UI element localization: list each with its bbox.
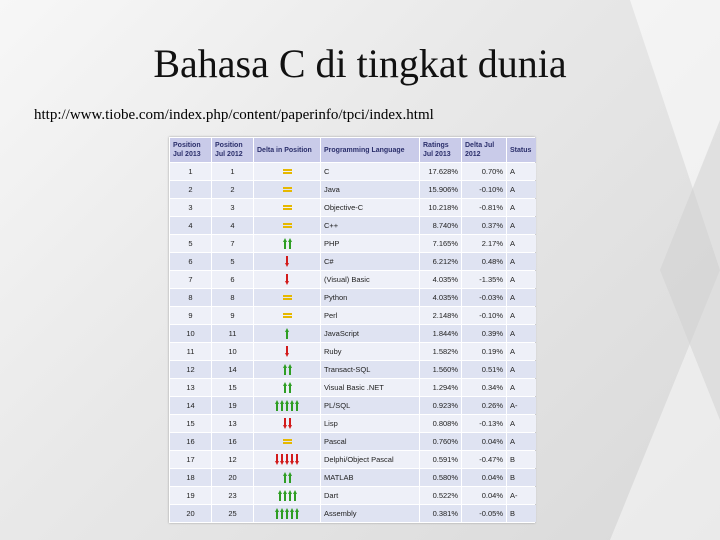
status-cell: A [507,181,536,198]
position-2013-cell: 3 [170,199,211,216]
arrow-up-icon [283,364,287,375]
arrow-down-icon [295,454,299,465]
delta-position-cell [254,235,320,252]
source-url: http://www.tiobe.com/index.php/content/paperinfo/tpci/index.html [34,107,434,123]
language-cell: C++ [321,217,419,234]
delta-position-cell [254,325,320,342]
table-row [170,217,536,234]
position-2012-cell: 7 [212,235,253,252]
position-2013-cell: 2 [170,181,211,198]
table-row [170,505,536,522]
position-2012-cell: 6 [212,271,253,288]
rating-cell: 10.218% [420,199,461,216]
position-2012-cell: 11 [212,325,253,342]
position-2013-cell: 11 [170,343,211,360]
equal-icon [283,187,292,192]
position-2013-cell: 16 [170,433,211,450]
status-cell: B [507,451,536,468]
arrow-up-icon [285,328,289,339]
arrow-up-icon [290,508,294,519]
delta-position-cell [254,289,320,306]
language-cell: Transact-SQL [321,361,419,378]
position-2013-cell: 10 [170,325,211,342]
header-position-2013: Position Jul 2013 [170,138,211,162]
delta-position-cell [254,217,320,234]
status-cell: A [507,163,536,180]
arrow-up-icon [278,490,282,501]
rating-cell: 0.760% [420,433,461,450]
status-cell: A [507,343,536,360]
position-2013-cell: 17 [170,451,211,468]
table-row [170,271,536,288]
position-2013-cell: 9 [170,307,211,324]
rating-change-cell: 0.19% [462,343,506,360]
delta-position-cell [254,451,320,468]
arrow-down-icon [283,418,287,429]
language-cell: Assembly [321,505,419,522]
status-cell: A [507,379,536,396]
language-cell: (Visual) Basic [321,271,419,288]
language-cell: C [321,163,419,180]
rating-cell: 0.381% [420,505,461,522]
table-row [170,253,536,270]
header-delta-position: Delta in Position [254,138,320,162]
rating-cell: 0.923% [420,397,461,414]
language-cell: PL/SQL [321,397,419,414]
ranking-table [169,137,537,523]
status-cell: A- [507,397,536,414]
header-delta-rating: Delta Jul 2012 [462,138,506,162]
rating-change-cell: 0.48% [462,253,506,270]
rating-change-cell: -0.10% [462,181,506,198]
language-cell: Objective-C [321,199,419,216]
arrow-down-icon [285,274,289,285]
arrow-down-icon [285,454,289,465]
position-2013-cell: 8 [170,289,211,306]
status-cell: A [507,217,536,234]
rating-cell: 6.212% [420,253,461,270]
position-2013-cell: 13 [170,379,211,396]
slide-title: Bahasa C di tingkat dunia [153,41,567,86]
rating-change-cell: 0.26% [462,397,506,414]
position-2012-cell: 16 [212,433,253,450]
table-row [170,469,536,486]
rating-cell: 1.582% [420,343,461,360]
rating-change-cell: -1.35% [462,271,506,288]
position-2012-cell: 1 [212,163,253,180]
position-2013-cell: 19 [170,487,211,504]
arrow-up-icon [285,400,289,411]
arrow-up-icon [288,472,292,483]
arrow-down-icon [280,454,284,465]
rating-cell: 2.148% [420,307,461,324]
rating-change-cell: 0.51% [462,361,506,378]
position-2012-cell: 12 [212,451,253,468]
position-2012-cell: 20 [212,469,253,486]
rating-change-cell: 0.39% [462,325,506,342]
arrow-up-icon [293,490,297,501]
table-header-row [170,138,536,162]
status-cell: A [507,253,536,270]
status-cell: A [507,289,536,306]
position-2012-cell: 15 [212,379,253,396]
position-2012-cell: 19 [212,397,253,414]
table-row [170,397,536,414]
rating-cell: 1.294% [420,379,461,396]
header-language: Programming Language [321,138,419,162]
rating-change-cell: 0.04% [462,469,506,486]
delta-position-cell [254,163,320,180]
position-2012-cell: 13 [212,415,253,432]
table-row [170,235,536,252]
rating-change-cell: 0.34% [462,379,506,396]
rating-change-cell: 0.04% [462,433,506,450]
arrow-up-icon [288,490,292,501]
position-2013-cell: 6 [170,253,211,270]
arrow-down-icon [288,418,292,429]
language-cell: Pascal [321,433,419,450]
rating-change-cell: -0.10% [462,307,506,324]
rating-change-cell: -0.05% [462,505,506,522]
delta-position-cell [254,379,320,396]
delta-position-cell [254,469,320,486]
rating-change-cell: -0.47% [462,451,506,468]
status-cell: B [507,469,536,486]
arrow-up-icon [283,472,287,483]
rating-change-cell: 0.37% [462,217,506,234]
equal-icon [283,295,292,300]
equal-icon [283,223,292,228]
delta-position-cell [254,199,320,216]
delta-position-cell [254,487,320,504]
rating-cell: 1.560% [420,361,461,378]
header-status: Status [507,138,536,162]
arrow-up-icon [280,508,284,519]
status-cell: B [507,505,536,522]
rating-cell: 0.580% [420,469,461,486]
arrow-up-icon [275,400,279,411]
position-2012-cell: 8 [212,289,253,306]
language-cell: Lisp [321,415,419,432]
position-2012-cell: 2 [212,181,253,198]
delta-position-cell [254,253,320,270]
delta-position-cell [254,433,320,450]
position-2013-cell: 4 [170,217,211,234]
rating-cell: 0.522% [420,487,461,504]
header-position-2012: Position Jul 2012 [212,138,253,162]
arrow-up-icon [295,508,299,519]
position-2012-cell: 10 [212,343,253,360]
delta-position-cell [254,181,320,198]
arrow-up-icon [285,508,289,519]
arrow-up-icon [288,238,292,249]
delta-position-cell [254,505,320,522]
table-row [170,199,536,216]
rating-cell: 17.628% [420,163,461,180]
rating-cell: 4.035% [420,271,461,288]
status-cell: A [507,271,536,288]
language-cell: PHP [321,235,419,252]
rating-cell: 0.808% [420,415,461,432]
delta-position-cell [254,307,320,324]
rating-cell: 4.035% [420,289,461,306]
arrow-up-icon [288,382,292,393]
table-row [170,379,536,396]
language-cell: Delphi/Object Pascal [321,451,419,468]
arrow-up-icon [280,400,284,411]
language-cell: Perl [321,307,419,324]
arrow-down-icon [285,346,289,357]
header-ratings: Ratings Jul 2013 [420,138,461,162]
position-2012-cell: 25 [212,505,253,522]
rating-cell: 8.740% [420,217,461,234]
language-cell: Python [321,289,419,306]
arrow-up-icon [283,238,287,249]
delta-position-cell [254,415,320,432]
rating-cell: 0.591% [420,451,461,468]
arrow-down-icon [285,256,289,267]
arrow-up-icon [295,400,299,411]
rating-change-cell: -0.81% [462,199,506,216]
position-2013-cell: 20 [170,505,211,522]
delta-position-cell [254,397,320,414]
table-row [170,163,536,180]
table-row [170,307,536,324]
status-cell: A [507,199,536,216]
position-2012-cell: 4 [212,217,253,234]
table-row [170,487,536,504]
table-row [170,181,536,198]
rating-cell: 1.844% [420,325,461,342]
position-2013-cell: 18 [170,469,211,486]
status-cell: A [507,433,536,450]
position-2013-cell: 15 [170,415,211,432]
status-cell: A- [507,487,536,504]
language-cell: Visual Basic .NET [321,379,419,396]
position-2012-cell: 14 [212,361,253,378]
arrow-up-icon [283,382,287,393]
language-cell: C# [321,253,419,270]
status-cell: A [507,325,536,342]
rating-change-cell: 2.17% [462,235,506,252]
arrow-up-icon [275,508,279,519]
position-2012-cell: 23 [212,487,253,504]
arrow-down-icon [275,454,279,465]
status-cell: A [507,361,536,378]
position-2013-cell: 14 [170,397,211,414]
position-2013-cell: 7 [170,271,211,288]
table-row [170,361,536,378]
position-2013-cell: 5 [170,235,211,252]
tiobe-table-image [169,137,535,523]
equal-icon [283,439,292,444]
position-2012-cell: 9 [212,307,253,324]
position-2013-cell: 1 [170,163,211,180]
arrow-up-icon [288,364,292,375]
delta-position-cell [254,343,320,360]
delta-position-cell [254,361,320,378]
language-cell: Java [321,181,419,198]
table-row [170,289,536,306]
rating-change-cell: 0.04% [462,487,506,504]
status-cell: A [507,415,536,432]
language-cell: JavaScript [321,325,419,342]
table-row [170,415,536,432]
position-2013-cell: 12 [170,361,211,378]
delta-position-cell [254,271,320,288]
table-row [170,433,536,450]
language-cell: MATLAB [321,469,419,486]
language-cell: Ruby [321,343,419,360]
rating-change-cell: -0.03% [462,289,506,306]
arrow-down-icon [290,454,294,465]
arrow-up-icon [290,400,294,411]
equal-icon [283,313,292,318]
equal-icon [283,169,292,174]
table-row [170,325,536,342]
rating-cell: 15.906% [420,181,461,198]
rating-change-cell: -0.13% [462,415,506,432]
table-row [170,343,536,360]
table-row [170,451,536,468]
rating-change-cell: 0.70% [462,163,506,180]
status-cell: A [507,235,536,252]
rating-cell: 7.165% [420,235,461,252]
language-cell: Dart [321,487,419,504]
position-2012-cell: 5 [212,253,253,270]
status-cell: A [507,307,536,324]
arrow-up-icon [283,490,287,501]
position-2012-cell: 3 [212,199,253,216]
equal-icon [283,205,292,210]
